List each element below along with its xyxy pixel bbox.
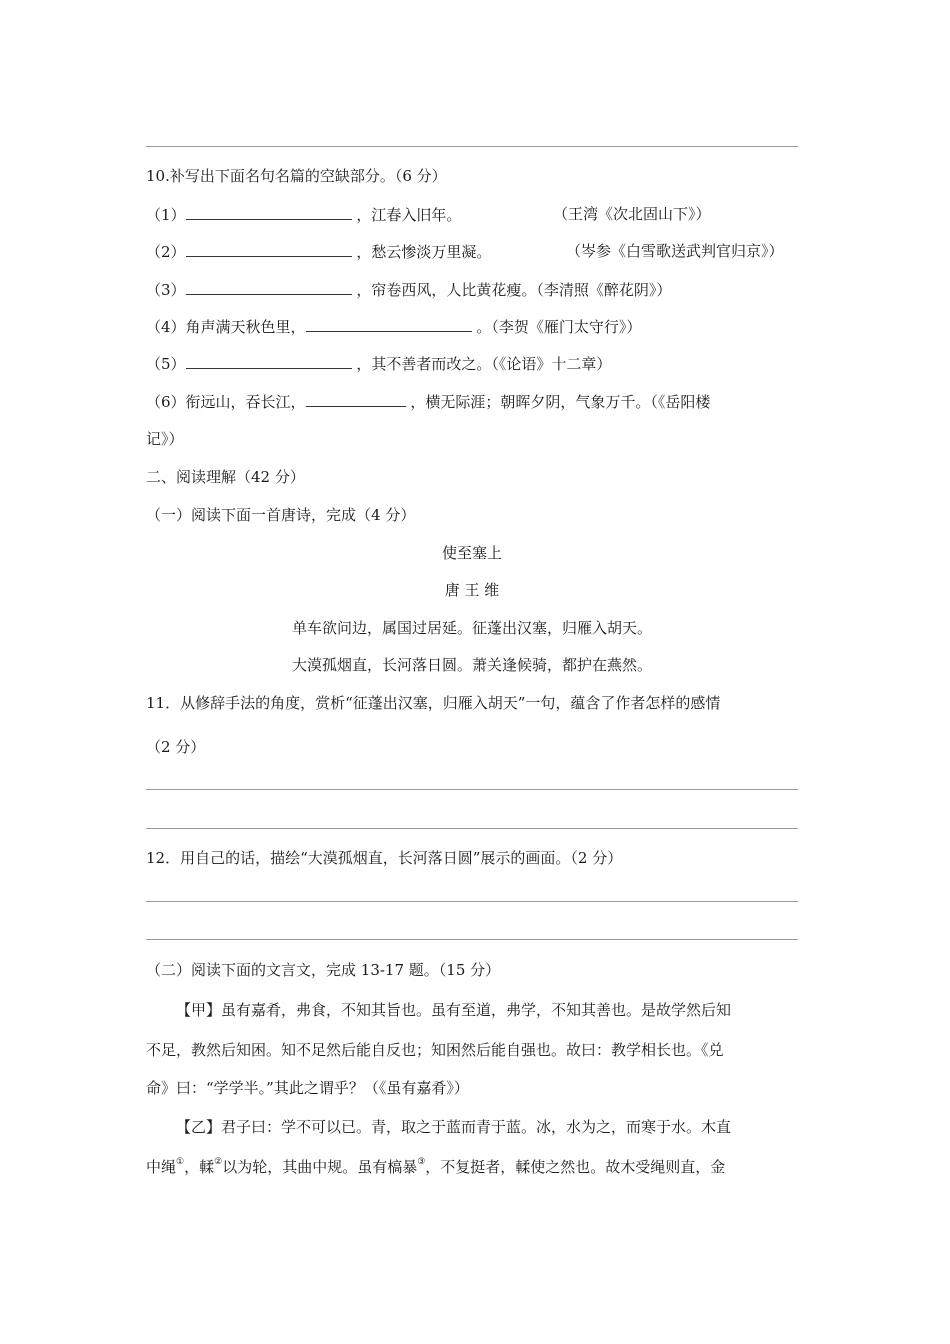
yi-text-c: 以为轮，其曲中规。虽有槁暴: [222, 1158, 418, 1176]
fill-blank-4[interactable]: [306, 316, 472, 332]
part1-title: （一）阅读下面一首唐诗，完成（4 分）: [146, 506, 416, 524]
q10-item-2-source: （岑参《白雪歌送武判官归京》）: [566, 242, 784, 260]
item-text-before: 角声满天秋色里，: [185, 318, 306, 336]
yi-line-2: [146, 1157, 725, 1177]
section2-title: 二、阅读理解（42 分）: [146, 468, 305, 486]
yi-text: 君子曰：学不可以已。青，取之于蓝而青于蓝。冰，水为之，而寒于水。木直: [221, 1118, 732, 1136]
q11-text: 11．从修辞手法的角度，赏析“征蓬出汉塞，归雁入胡天”一句，蕴含了作者怎样的感情: [146, 694, 721, 712]
q10-item-5: [146, 353, 611, 374]
answer-line-q12-2[interactable]: [146, 939, 798, 940]
footnote-mark-2: ②: [214, 1157, 223, 1167]
q10-item-1-source: （王湾《次北固山下》）: [553, 205, 711, 223]
jia-label: 【甲】: [176, 1001, 222, 1019]
jia-line-1: [176, 1000, 731, 1020]
item-text-before: 衔远山，吞长江，: [185, 393, 306, 411]
fill-blank-2[interactable]: [186, 241, 352, 257]
poem-line-2: 大漠孤烟直，长河落日圆。萧关逢候骑，都护在燕然。: [291, 656, 652, 674]
poem-title: 使至塞上: [441, 544, 502, 562]
q10-item-2: [146, 241, 491, 262]
yi-line-1: [176, 1117, 731, 1137]
part2-title: （二）阅读下面的文言文，完成 13-17 题。（15 分）: [146, 961, 501, 979]
item-text: ，横无际涯；朝晖夕阴，气象万千。（《岳阳楼: [410, 393, 711, 411]
footnote-mark-1: ①: [176, 1157, 185, 1167]
fill-blank-6[interactable]: [306, 391, 406, 407]
q10-item-3: [146, 279, 671, 300]
yi-text-a: 中绳: [146, 1158, 177, 1176]
footnote-mark-3: ③: [417, 1157, 426, 1167]
item-num: （6）: [146, 393, 186, 411]
item-num: （1）: [146, 206, 186, 224]
answer-line-q12-1[interactable]: [146, 901, 798, 902]
item-text: 。（李贺《雁门太守行》）: [476, 318, 642, 336]
answer-line-q11-1[interactable]: [146, 789, 798, 790]
jia-line-2: 不足，教然后知困。知不足然后能自反也；知困然后能自强也。故曰：教学相长也。《兑: [146, 1041, 724, 1059]
jia-text: 虽有嘉肴，弗食，不知其旨也。虽有至道，弗学，不知其善也。是故学然后知: [221, 1001, 732, 1019]
item-num: （5）: [146, 355, 186, 373]
item-text: ，愁云惨淡万里凝。: [356, 243, 492, 261]
item-num: （4）: [146, 318, 186, 336]
poem-author: 唐 王 维: [444, 581, 500, 599]
yi-text-d: ，不复挺者，輮使之然也。故木受绳则直，金: [425, 1158, 726, 1176]
fill-blank-1[interactable]: [186, 204, 352, 220]
q10-title: 10.补写出下面名句名篇的空缺部分。（6 分）: [146, 167, 447, 185]
fill-blank-5[interactable]: [186, 353, 352, 369]
yi-label: 【乙】: [176, 1118, 222, 1136]
jia-line-3: 命》曰：“学学半。”其此之谓乎？（《虽有嘉肴》）: [146, 1079, 469, 1097]
q12-text: 12．用自己的话，描绘“大漠孤烟直，长河落日圆”展示的画面。（2 分）: [146, 849, 623, 867]
q10-item-1: [146, 204, 461, 225]
answer-line-top[interactable]: [146, 146, 798, 147]
q10-item-6: [146, 391, 710, 412]
poem-line-1: 单车欲问边，属国过居延。征蓬出汉塞，归雁入胡天。: [291, 619, 652, 637]
item-text: ，江春入旧年。: [356, 206, 462, 224]
item-text: ，帘卷西风，人比黄花瘦。（李清照《醉花阴》）: [356, 281, 672, 299]
item-num: （2）: [146, 243, 186, 261]
q10-item-6-wrap: 记》）: [146, 430, 184, 448]
item-text: ，其不善者而改之。（《论语》十二章）: [356, 355, 612, 373]
yi-text-b: ，輮: [184, 1158, 215, 1176]
q10-item-4: [146, 316, 641, 337]
answer-line-q11-2[interactable]: [146, 828, 798, 829]
q11-wrap: （2 分）: [146, 738, 206, 756]
fill-blank-3[interactable]: [186, 279, 352, 295]
item-num: （3）: [146, 281, 186, 299]
